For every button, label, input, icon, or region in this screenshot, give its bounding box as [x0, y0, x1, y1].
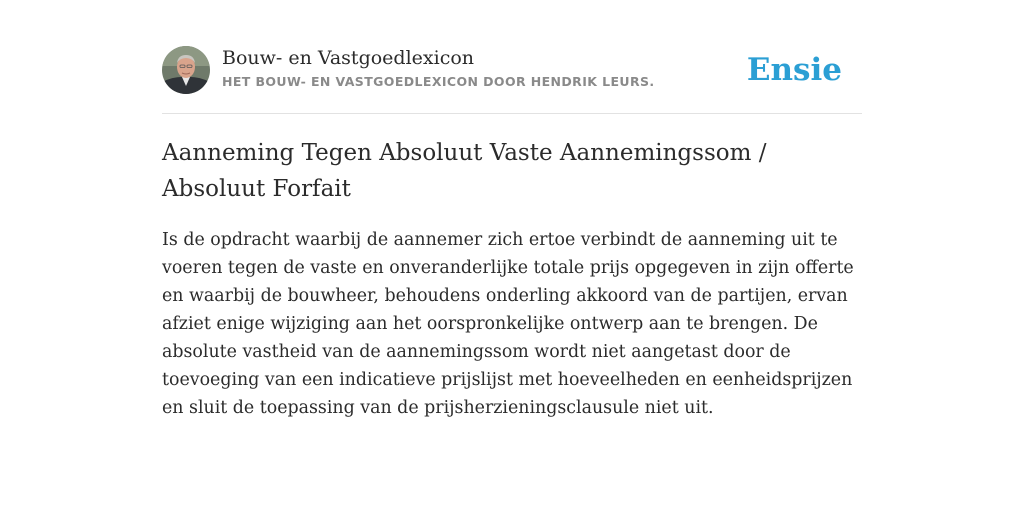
avatar-portrait-icon	[162, 46, 210, 94]
author-avatar[interactable]	[162, 46, 210, 94]
header-divider	[162, 113, 862, 114]
author-description: HET BOUW- EN VASTGOEDLEXICON DOOR HENDRIK LEURS.	[222, 74, 655, 89]
entry-card	[162, 46, 862, 418]
entry-body: Is de opdracht waarbij de aannemer zich ertoe verbindt de aanneming uit te voeren tegen de vaste en onveranderlijke totale prijs opgegeven in zijn offerte en waarbij de bouwheer, behoudens onderling akkoord van de partijen, ervan afziet enige wijziging aan het oorspronkelijke ontwerp aan te brengen. De absolute vastheid van de aannemingssom wordt niet aangetast door de toevoeging van een indicatieve prijslijst met hoeveelheden en eenheidsprijzen en sluit de toepassing van de prijsherzieningsclausule niet uit.	[162, 230, 854, 418]
ensie-logo[interactable]: Ensie	[746, 52, 842, 88]
author-name[interactable]: Bouw- en Vastgoedlexicon	[222, 47, 475, 69]
author-header	[162, 46, 862, 96]
entry-title: Aanneming Tegen Absoluut Vaste Aannemingssom / Absoluut Forfait	[162, 140, 767, 202]
